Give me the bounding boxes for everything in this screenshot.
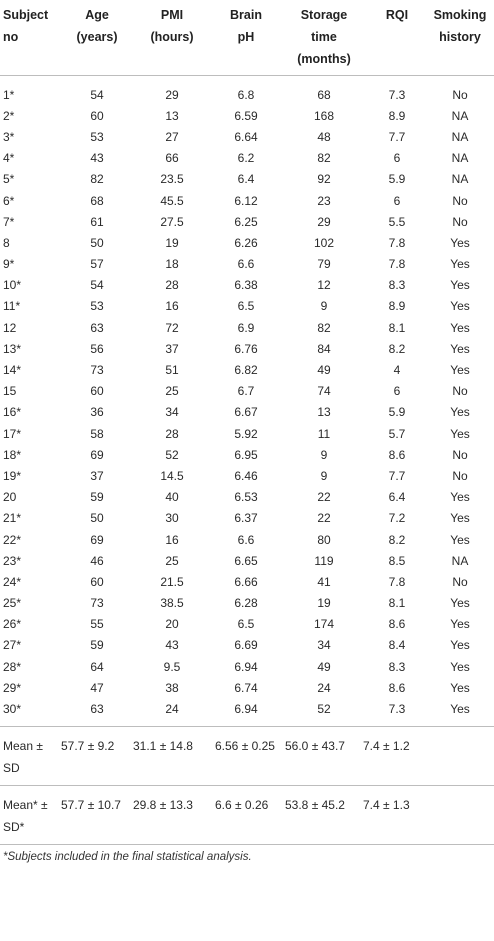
cell-storage-time: 19 <box>317 596 331 611</box>
cell-subject-no: 3* <box>3 129 15 144</box>
cell-subject-no: 18* <box>3 447 22 462</box>
mean-all-label: Mean ± <box>3 738 43 753</box>
mean-selected-label: Mean* ± <box>3 797 48 812</box>
cell-storage-time: 24 <box>317 680 331 695</box>
cell-brain-ph: 6.7 <box>237 384 255 399</box>
mean-selected-pmi: 29.8 ± 13.3 <box>133 797 193 812</box>
cell-rqi: 7.8 <box>388 235 406 250</box>
cell-rqi: 6 <box>393 384 401 399</box>
cell-storage-time: 102 <box>313 235 335 250</box>
header-rqi <box>368 0 426 76</box>
cell-subject-no: 15 <box>3 384 17 399</box>
cell-subject-no: 4* <box>3 151 15 166</box>
cell-smoking-history: Yes <box>450 426 470 441</box>
cell-brain-ph: 6.8 <box>237 87 255 102</box>
cell-rqi: 8.1 <box>388 596 406 611</box>
cell-rqi: 7.2 <box>388 511 406 526</box>
cell-age: 46 <box>90 553 104 568</box>
mean-selected-age: 57.7 ± 10.7 <box>61 797 121 812</box>
header-brain-ph-line: Brain <box>230 8 262 22</box>
cell-age: 73 <box>90 596 104 611</box>
table-row <box>0 402 494 423</box>
header-storage-time-line: (months) <box>297 52 351 66</box>
mean-all-age: 57.7 ± 9.2 <box>61 738 115 753</box>
cell-brain-ph: 6.2 <box>237 151 255 166</box>
cell-smoking-history: Yes <box>450 596 470 611</box>
cell-age: 60 <box>90 384 104 399</box>
header-rqi-line <box>370 26 424 48</box>
cell-brain-ph: 6.37 <box>234 511 258 526</box>
cell-storage-time: 52 <box>317 702 331 717</box>
cell-age: 69 <box>90 532 104 547</box>
cell-storage-time: 79 <box>317 257 331 272</box>
cell-pmi: 25 <box>165 553 179 568</box>
cell-storage-time: 174 <box>313 617 335 632</box>
header-subject-no-line <box>3 48 60 70</box>
cell-rqi: 5.5 <box>388 214 406 229</box>
cell-subject-no: 14* <box>3 363 22 378</box>
cell-pmi: 27 <box>165 129 179 144</box>
cell-age: 37 <box>90 468 104 483</box>
cell-pmi: 24 <box>165 702 179 717</box>
cell-brain-ph: 6.67 <box>234 405 258 420</box>
cell-pmi: 34 <box>165 405 179 420</box>
table-row <box>0 211 494 232</box>
cell-rqi: 6 <box>393 151 401 166</box>
cell-brain-ph: 6.26 <box>234 235 258 250</box>
cell-age: 36 <box>90 405 104 420</box>
header-pmi <box>132 0 212 76</box>
cell-brain-ph: 6.53 <box>234 490 258 505</box>
cell-storage-time: 9 <box>320 299 328 314</box>
cell-rqi: 5.9 <box>388 405 406 420</box>
table-row <box>0 698 494 725</box>
cell-pmi: 23.5 <box>160 172 184 187</box>
cell-brain-ph: 6.59 <box>234 108 258 123</box>
cell-smoking-history: Yes <box>450 638 470 653</box>
cell-age: 64 <box>90 659 104 674</box>
cell-smoking-history: Yes <box>450 490 470 505</box>
table-row <box>0 635 494 656</box>
cell-smoking-history: Yes <box>450 257 470 272</box>
table-row <box>0 614 494 635</box>
cell-subject-no: 23* <box>3 553 22 568</box>
cell-storage-time: 92 <box>317 172 331 187</box>
cell-storage-time: 49 <box>317 659 331 674</box>
cell-pmi: 72 <box>165 320 179 335</box>
cell-smoking-history: Yes <box>450 405 470 420</box>
cell-smoking-history: No <box>452 447 468 462</box>
cell-subject-no: 10* <box>3 278 22 293</box>
cell-age: 82 <box>90 172 104 187</box>
cell-smoking-history: Yes <box>450 341 470 356</box>
cell-storage-time: 48 <box>317 129 331 144</box>
cell-subject-no: 29* <box>3 680 22 695</box>
table-row <box>0 465 494 486</box>
cell-brain-ph: 6.28 <box>234 596 258 611</box>
cell-brain-ph: 6.66 <box>234 574 258 589</box>
cell-age: 68 <box>90 193 104 208</box>
cell-subject-no: 27* <box>3 638 22 653</box>
cell-smoking-history: No <box>452 468 468 483</box>
cell-age: 47 <box>90 680 104 695</box>
table-body <box>0 76 494 726</box>
table-row <box>0 105 494 126</box>
table-row <box>0 487 494 508</box>
cell-pmi: 43 <box>165 638 179 653</box>
cell-age: 55 <box>90 617 104 632</box>
cell-age: 60 <box>90 108 104 123</box>
header-rqi-line <box>370 48 424 70</box>
cell-storage-time: 11 <box>317 426 331 441</box>
cell-rqi: 8.5 <box>388 553 406 568</box>
cell-rqi: 6 <box>393 193 401 208</box>
cell-smoking-history: NA <box>451 553 469 568</box>
cell-pmi: 45.5 <box>160 193 184 208</box>
mean-all-sd-label: SD <box>3 760 20 775</box>
cell-pmi: 37 <box>165 341 179 356</box>
header-smoking-history <box>426 0 494 76</box>
cell-brain-ph: 6.38 <box>234 278 258 293</box>
cell-smoking-history: NA <box>451 108 469 123</box>
cell-storage-time: 13 <box>317 405 331 420</box>
cell-storage-time: 29 <box>317 214 331 229</box>
table-row <box>0 275 494 296</box>
cell-storage-time: 74 <box>317 384 331 399</box>
cell-rqi: 7.8 <box>388 574 406 589</box>
mean-selected-summary <box>0 785 494 844</box>
mean-selected-ph: 6.6 ± 0.26 <box>215 797 269 812</box>
cell-subject-no: 20 <box>3 490 17 505</box>
cell-smoking-history: Yes <box>450 532 470 547</box>
cell-storage-time: 82 <box>317 151 331 166</box>
header-smoking-history-line: history <box>439 30 481 44</box>
cell-age: 54 <box>90 278 104 293</box>
header-smoking-history-line: Smoking <box>433 8 487 22</box>
cell-brain-ph: 6.82 <box>234 363 258 378</box>
cell-smoking-history: No <box>452 574 468 589</box>
cell-brain-ph: 5.92 <box>234 426 258 441</box>
cell-rqi: 8.4 <box>388 638 406 653</box>
mean-selected-rqi: 7.4 ± 1.3 <box>363 797 410 812</box>
cell-subject-no: 17* <box>3 426 22 441</box>
cell-rqi: 8.9 <box>388 299 406 314</box>
table-footnote: *Subjects included in the final statistical analysis. <box>0 844 494 869</box>
cell-smoking-history: NA <box>451 151 469 166</box>
cell-brain-ph: 6.74 <box>234 680 258 695</box>
cell-age: 63 <box>90 320 104 335</box>
cell-subject-no: 8 <box>3 235 10 250</box>
table-row <box>0 571 494 592</box>
cell-brain-ph: 6.46 <box>234 468 258 483</box>
table-row <box>0 296 494 317</box>
cell-age: 59 <box>90 490 104 505</box>
cell-subject-no: 9* <box>3 257 15 272</box>
cell-subject-no: 25* <box>3 596 22 611</box>
cell-rqi: 4 <box>393 363 401 378</box>
cell-brain-ph: 6.94 <box>234 702 258 717</box>
cell-brain-ph: 6.65 <box>234 553 258 568</box>
cell-storage-time: 12 <box>317 278 331 293</box>
cell-subject-no: 7* <box>3 214 15 229</box>
cell-brain-ph: 6.5 <box>237 299 255 314</box>
cell-subject-no: 11* <box>3 299 21 314</box>
cell-smoking-history: Yes <box>450 278 470 293</box>
mean-selected-sd-label: SD* <box>3 819 25 834</box>
cell-pmi: 18 <box>165 257 179 272</box>
cell-subject-no: 19* <box>3 468 22 483</box>
cell-storage-time: 119 <box>314 553 334 568</box>
cell-smoking-history: Yes <box>450 511 470 526</box>
cell-pmi: 27.5 <box>160 214 184 229</box>
header-subject-no-line: no <box>3 30 19 44</box>
cell-rqi: 7.8 <box>388 257 406 272</box>
cell-rqi: 5.9 <box>388 172 406 187</box>
header-brain-ph <box>212 0 280 76</box>
cell-subject-no: 22* <box>3 532 22 547</box>
cell-pmi: 38.5 <box>160 596 184 611</box>
cell-subject-no: 5* <box>3 172 15 187</box>
cell-storage-time: 80 <box>317 532 331 547</box>
mean-all-pmi: 31.1 ± 14.8 <box>133 738 193 753</box>
cell-brain-ph: 6.76 <box>234 341 258 356</box>
cell-storage-time: 23 <box>317 193 331 208</box>
mean-all-summary <box>0 726 494 785</box>
header-age-line: (years) <box>76 30 118 44</box>
cell-age: 54 <box>90 87 104 102</box>
cell-rqi: 7.7 <box>388 468 406 483</box>
cell-rqi: 5.7 <box>388 426 406 441</box>
cell-rqi: 6.4 <box>388 490 406 505</box>
cell-subject-no: 12 <box>3 320 17 335</box>
cell-subject-no: 28* <box>3 659 22 674</box>
cell-smoking-history: NA <box>451 129 469 144</box>
table-row <box>0 550 494 571</box>
table-row <box>0 508 494 529</box>
cell-pmi: 20 <box>165 617 179 632</box>
cell-storage-time: 84 <box>317 341 331 356</box>
cell-pmi: 28 <box>165 426 179 441</box>
mean-all-storage: 56.0 ± 43.7 <box>285 738 345 753</box>
cell-age: 60 <box>90 574 104 589</box>
header-storage-time <box>280 0 368 76</box>
cell-smoking-history: Yes <box>450 299 470 314</box>
header-age <box>62 0 132 76</box>
cell-age: 53 <box>90 129 104 144</box>
cell-brain-ph: 6.5 <box>237 617 255 632</box>
mean-selected-line-2 <box>0 816 494 838</box>
cell-rqi: 7.7 <box>388 129 406 144</box>
header-storage-time-line: Storage <box>300 8 348 22</box>
table-row <box>0 317 494 338</box>
cell-age: 59 <box>90 638 104 653</box>
cell-storage-time: 41 <box>317 574 331 589</box>
cell-storage-time: 22 <box>317 490 331 505</box>
cell-storage-time: 22 <box>317 511 331 526</box>
cell-subject-no: 13* <box>3 341 22 356</box>
cell-brain-ph: 6.25 <box>234 214 258 229</box>
mean-selected-storage: 53.8 ± 45.2 <box>285 797 345 812</box>
cell-pmi: 9.5 <box>163 659 181 674</box>
cell-smoking-history: Yes <box>450 702 470 717</box>
cell-subject-no: 26* <box>3 617 22 632</box>
table-row <box>0 169 494 190</box>
cell-smoking-history: Yes <box>450 680 470 695</box>
cell-subject-no: 21* <box>3 511 22 526</box>
cell-pmi: 16 <box>165 532 179 547</box>
cell-pmi: 38 <box>165 680 179 695</box>
cell-pmi: 30 <box>165 511 179 526</box>
cell-subject-no: 2* <box>3 108 15 123</box>
cell-age: 43 <box>90 151 104 166</box>
cell-pmi: 40 <box>165 490 179 505</box>
table-row <box>0 254 494 275</box>
cell-brain-ph: 6.95 <box>234 447 258 462</box>
cell-brain-ph: 6.4 <box>237 172 255 187</box>
cell-brain-ph: 6.9 <box>237 320 255 335</box>
mean-all-line <box>0 735 494 757</box>
cell-brain-ph: 6.69 <box>234 638 258 653</box>
cell-rqi: 8.9 <box>388 108 406 123</box>
header-age-line: Age <box>85 8 109 22</box>
mean-all-line-2 <box>0 757 494 779</box>
cell-storage-time: 9 <box>320 468 328 483</box>
cell-smoking-history: No <box>452 384 468 399</box>
header-subject-no <box>0 0 62 76</box>
table-row <box>0 656 494 677</box>
cell-age: 53 <box>90 299 104 314</box>
cell-age: 57 <box>90 257 104 272</box>
cell-pmi: 13 <box>165 108 179 123</box>
cell-pmi: 25 <box>165 384 179 399</box>
cell-storage-time: 34 <box>317 638 331 653</box>
table-row <box>0 359 494 380</box>
header-smoking-history-line <box>428 48 492 70</box>
header-pmi-line: PMI <box>160 8 184 22</box>
cell-pmi: 28 <box>165 278 179 293</box>
mean-all-rqi: 7.4 ± 1.2 <box>363 738 410 753</box>
cell-subject-no: 30* <box>3 702 22 717</box>
cell-rqi: 7.3 <box>388 87 406 102</box>
cell-smoking-history: No <box>452 214 468 229</box>
cell-brain-ph: 6.6 <box>237 257 255 272</box>
table-row <box>0 232 494 253</box>
table-row <box>0 76 494 106</box>
cell-smoking-history: Yes <box>450 617 470 632</box>
cell-brain-ph: 6.94 <box>234 659 258 674</box>
cell-age: 58 <box>90 426 104 441</box>
cell-pmi: 21.5 <box>160 574 184 589</box>
header-storage-time-line: time <box>311 30 337 44</box>
cell-brain-ph: 6.6 <box>237 532 255 547</box>
table-row <box>0 423 494 444</box>
cell-rqi: 8.6 <box>388 680 406 695</box>
cell-pmi: 51 <box>165 363 179 378</box>
table-row <box>0 338 494 359</box>
table-row <box>0 444 494 465</box>
cell-storage-time: 168 <box>313 108 335 123</box>
cell-rqi: 8.1 <box>388 320 406 335</box>
cell-age: 50 <box>90 235 104 250</box>
table-row <box>0 126 494 147</box>
cell-subject-no: 6* <box>3 193 15 208</box>
cell-smoking-history: No <box>452 193 468 208</box>
cell-age: 63 <box>90 702 104 717</box>
mean-all-ph: 6.56 ± 0.25 <box>215 738 275 753</box>
cell-pmi: 52 <box>165 447 179 462</box>
table-row <box>0 529 494 550</box>
cell-storage-time: 68 <box>317 87 331 102</box>
header-row <box>0 0 494 76</box>
header-pmi-line: (hours) <box>150 30 194 44</box>
header-brain-ph-line <box>214 48 278 70</box>
header-brain-ph-line: pH <box>237 30 255 44</box>
table-row <box>0 593 494 614</box>
cell-smoking-history: Yes <box>450 659 470 674</box>
cell-rqi: 8.6 <box>388 617 406 632</box>
cell-storage-time: 49 <box>317 363 331 378</box>
cell-rqi: 8.3 <box>388 659 406 674</box>
cell-pmi: 19 <box>165 235 179 250</box>
cell-storage-time: 82 <box>317 320 331 335</box>
cell-age: 73 <box>90 363 104 378</box>
mean-selected-line <box>0 794 494 816</box>
table-row <box>0 148 494 169</box>
cell-age: 56 <box>90 341 104 356</box>
cell-pmi: 16 <box>165 299 179 314</box>
cell-rqi: 8.2 <box>388 532 406 547</box>
cell-rqi: 8.3 <box>388 278 406 293</box>
header-pmi-line <box>134 48 210 70</box>
cell-smoking-history: No <box>452 87 468 102</box>
cell-age: 61 <box>90 214 104 229</box>
cell-rqi: 8.2 <box>388 341 406 356</box>
cell-storage-time: 9 <box>320 447 328 462</box>
header-age-line <box>64 48 130 70</box>
table-row <box>0 677 494 698</box>
cell-smoking-history: NA <box>451 172 469 187</box>
cell-subject-no: 16* <box>3 405 22 420</box>
cell-pmi: 66 <box>165 151 179 166</box>
cell-smoking-history: Yes <box>450 320 470 335</box>
cell-smoking-history: Yes <box>450 363 470 378</box>
cell-brain-ph: 6.64 <box>234 129 258 144</box>
cell-pmi: 14.5 <box>160 468 184 483</box>
table-row <box>0 381 494 402</box>
cell-age: 69 <box>90 447 104 462</box>
table-row <box>0 190 494 211</box>
cell-subject-no: 1* <box>3 87 15 102</box>
cell-pmi: 29 <box>165 87 179 102</box>
header-rqi-line: RQI <box>385 8 409 22</box>
cell-brain-ph: 6.12 <box>234 193 258 208</box>
cell-rqi: 7.3 <box>388 702 406 717</box>
cell-smoking-history: Yes <box>450 235 470 250</box>
header-subject-no-line: Subject <box>3 8 49 22</box>
cell-subject-no: 24* <box>3 574 22 589</box>
cell-age: 50 <box>90 511 104 526</box>
cell-rqi: 8.6 <box>388 447 406 462</box>
